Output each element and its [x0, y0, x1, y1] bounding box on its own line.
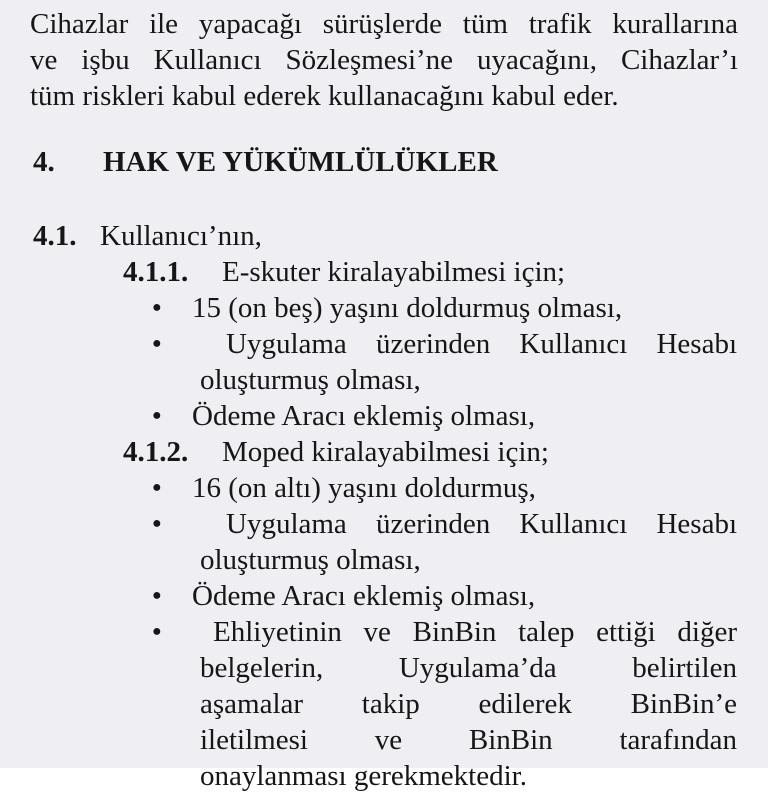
bullet-line: Ehliyetinin ve BinBin talep ettiği diğer: [213, 616, 737, 648]
heading-number: 4.: [33, 146, 55, 178]
clause-text: Moped kiralayabilmesi için;: [222, 436, 549, 468]
clause-number: 4.1.2.: [123, 436, 189, 468]
bullet-item: [0, 506, 768, 578]
bullet-line: iletilmesi ve BinBin tarafından: [200, 724, 737, 756]
section-body: [0, 218, 768, 794]
clause-text: E-skuter kiralayabilmesi için;: [222, 256, 566, 288]
clause-text: Kullanıcı’nın,: [100, 220, 262, 252]
bullet-line: Uygulama üzerinden Kullanıcı Hesabı: [226, 508, 737, 540]
bullet-line: aşamalar takip edilerek BinBin’e: [200, 688, 737, 720]
bullet-icon: ●: [152, 479, 162, 496]
clause-4-1-1-row: [0, 254, 768, 290]
bullet-item: [0, 470, 768, 506]
bullet-icon: ●: [152, 407, 162, 424]
bullet-line: 15 (on beş) yaşını doldurmuş olması,: [192, 292, 623, 324]
clause-number: 4.1.: [33, 220, 77, 252]
clause-4-1-row: [0, 218, 768, 254]
bullet-line: oluşturmuş olması,: [200, 544, 421, 576]
bullet-line: onaylanması gerekmektedir.: [200, 760, 527, 792]
intro-paragraph: [30, 6, 738, 114]
clause-4-1-2-row: [0, 434, 768, 470]
bullet-line: Ödeme Aracı eklemiş olması,: [192, 580, 536, 612]
bullet-line: oluşturmuş olması,: [200, 364, 421, 396]
heading-title: HAK VE YÜKÜMLÜLÜKLER: [103, 146, 498, 178]
bullet-line: Ödeme Aracı eklemiş olması,: [192, 400, 536, 432]
bullet-item: [0, 578, 768, 614]
bullet-item: [0, 614, 768, 794]
bullet-item: [0, 398, 768, 434]
bullet-icon: ●: [152, 299, 162, 316]
bullet-line: Uygulama üzerinden Kullanıcı Hesabı: [226, 328, 737, 360]
bullet-item: [0, 290, 768, 326]
intro-line: tüm riskleri kabul ederek kullanacağını kabul eder.: [30, 80, 619, 112]
bullet-icon: ●: [152, 623, 162, 640]
intro-line: ve işbu Kullanıcı Sözleşmesi’ne uyacağını, Cihazlar’ı: [30, 44, 738, 76]
bullet-line: 16 (on altı) yaşını doldurmuş,: [192, 472, 536, 504]
intro-line: Cihazlar ile yapacağı sürüşlerde tüm trafik kurallarına: [30, 8, 738, 40]
clause-number: 4.1.1.: [123, 256, 189, 288]
bullet-item: [0, 326, 768, 398]
bullet-icon: ●: [152, 587, 162, 604]
bullet-icon: ●: [152, 335, 162, 352]
bullet-icon: ●: [152, 515, 162, 532]
bullet-line: belgelerin, Uygulama’da belirtilen: [200, 652, 737, 684]
